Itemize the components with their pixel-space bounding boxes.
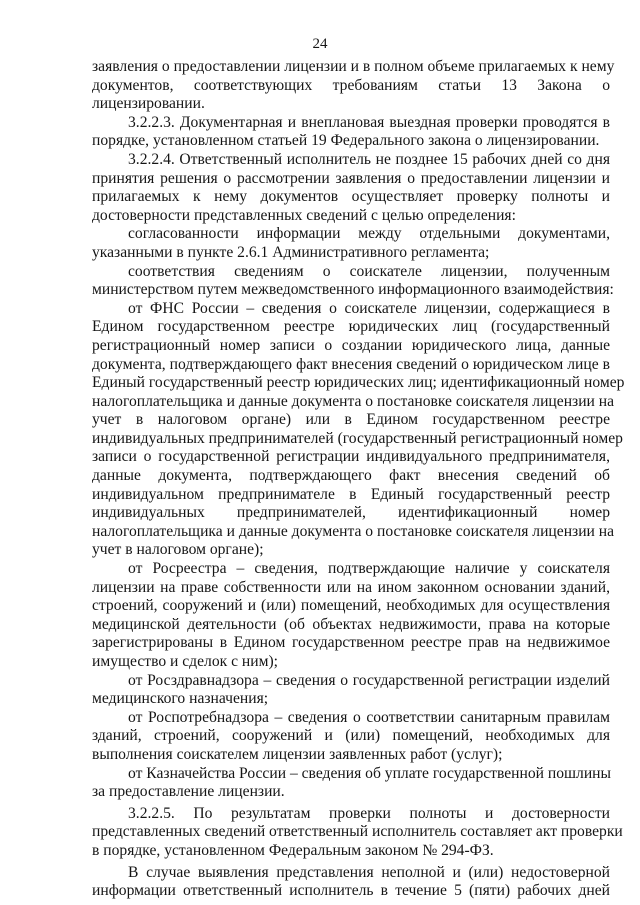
text-line: медицинского назначения; bbox=[92, 690, 269, 708]
paragraph bbox=[92, 709, 610, 765]
text-line: налогоплательщика и данные документа о постановке соискателя лицензии на bbox=[92, 522, 615, 540]
text-line: медицинской деятельности (об объектах недвижимости, права на которые bbox=[92, 615, 610, 633]
text-line: представленных сведений ответственный исполнитель составляет акт проверки bbox=[92, 823, 623, 841]
paragraph bbox=[92, 864, 610, 901]
text-line: указанными в пункте 2.6.1 Административного регламента; bbox=[92, 243, 490, 261]
text-line: 3.2.2.3. Документарная и внеплановая выездная проверки проводятся в bbox=[128, 113, 610, 131]
text-line: 3.2.2.4. Ответственный исполнитель не позднее 15 рабочих дней со дня bbox=[128, 150, 610, 168]
text-line: регистрационный номер записи о создании юридического лица, данные bbox=[92, 336, 610, 354]
text-line: от Казначейства России – сведения об уплате государственной пошлины bbox=[128, 764, 612, 782]
text-line: соответствия сведениям о соискателе лицензии, полученным bbox=[128, 262, 610, 280]
text-line: от Роспотребнадзора – сведения о соответствии санитарным правилам bbox=[128, 708, 610, 726]
text-line: согласованности информации между отдельными документами, bbox=[128, 225, 610, 243]
paragraph bbox=[92, 225, 610, 262]
text-line: достоверности представленных сведений с целью определения: bbox=[92, 206, 516, 224]
text-line: за предоставление лицензии. bbox=[92, 783, 285, 801]
text-line: индивидуальном предпринимателе в Единый государственный реестр bbox=[92, 485, 610, 503]
text-line: лицензии на праве собственности или на ином законном основании зданий, bbox=[92, 578, 610, 596]
paragraph bbox=[92, 262, 614, 300]
paragraph bbox=[92, 151, 610, 225]
text-line: 3.2.2.5. По результатам проверки полноты и достоверности bbox=[128, 804, 610, 822]
text-line: зарегистрированы в Едином государственном реестре прав на недвижимое bbox=[92, 634, 610, 652]
text-line: Единый государственный реестр юридических лиц; идентификационный номер bbox=[92, 374, 625, 392]
text-line: зданий, строений, сооружений и (или) помещений, необходимых для bbox=[92, 727, 610, 745]
paragraph bbox=[92, 114, 610, 151]
paragraph bbox=[92, 299, 625, 560]
text-line: документа, подтверждающего факт внесения сведений о юридическом лице в bbox=[92, 355, 610, 373]
paragraph bbox=[92, 804, 623, 861]
text-line: лицензировании. bbox=[92, 95, 205, 113]
text-line: учет в налоговом органе); bbox=[92, 541, 264, 559]
text-line: информации ответственный исполнитель в течение 5 (пяти) рабочих дней bbox=[92, 882, 610, 900]
text-line: строений, сооружений и (или) помещений, необходимых для осуществления bbox=[92, 597, 610, 615]
text-line: от ФНС России – сведения о соискателе лицензии, содержащиеся в bbox=[128, 299, 610, 317]
text-line: от Росреестра – сведения, подтверждающие наличие у соискателя bbox=[128, 560, 610, 578]
text-line: В случае выявления представления неполной и (или) недостоверной bbox=[128, 863, 610, 881]
document-body bbox=[92, 58, 625, 901]
text-line: в порядке, установленном Федеральным законом № 294-ФЗ. bbox=[92, 841, 494, 859]
text-line: порядке, установленном статьей 19 Федерального закона о лицензировании. bbox=[92, 132, 600, 150]
text-line: Едином государственном реестре юридических лиц (государственный bbox=[92, 318, 610, 336]
text-line: заявления о предоставлении лицензии и в полном объеме прилагаемых к нему bbox=[92, 58, 615, 75]
text-line: данные документа, подтверждающего факт внесения сведений об bbox=[92, 467, 610, 485]
paragraph bbox=[92, 765, 610, 802]
text-line: министерством путем межведомственного информационного взаимодействия: bbox=[92, 281, 614, 299]
text-line: документов, соответствующих требованиям статьи 13 Закона о bbox=[92, 76, 610, 94]
text-line: от Росздравнадзора – сведения о государственной регистрации изделий bbox=[128, 671, 610, 689]
text-line: выполнения соискателем лицензии заявленных работ (услуг); bbox=[92, 745, 503, 763]
text-line: налогоплательщика и данные документа о постановке соискателя лицензии на bbox=[92, 392, 615, 410]
text-line: принятия решения о рассмотрении заявления о предоставлении лицензии и bbox=[92, 169, 610, 187]
text-line: учет в налоговом органе) или в Едином государственном реестре bbox=[92, 411, 610, 429]
paragraph bbox=[92, 560, 610, 672]
text-line: записи о государственной регистрации индивидуального предпринимателя, bbox=[92, 448, 610, 466]
paragraph bbox=[92, 672, 610, 709]
paragraph bbox=[92, 58, 615, 114]
page-number: 24 bbox=[312, 36, 328, 52]
text-line: индивидуальных предпринимателей, идентификационный номер bbox=[92, 504, 610, 522]
text-line: индивидуальных предпринимателей (государственный регистрационный номер bbox=[92, 429, 623, 447]
text-line: имущество и сделок с ним); bbox=[92, 653, 278, 670]
text-line: прилагаемых к нему документов осуществляет проверку полноты и bbox=[92, 188, 610, 206]
